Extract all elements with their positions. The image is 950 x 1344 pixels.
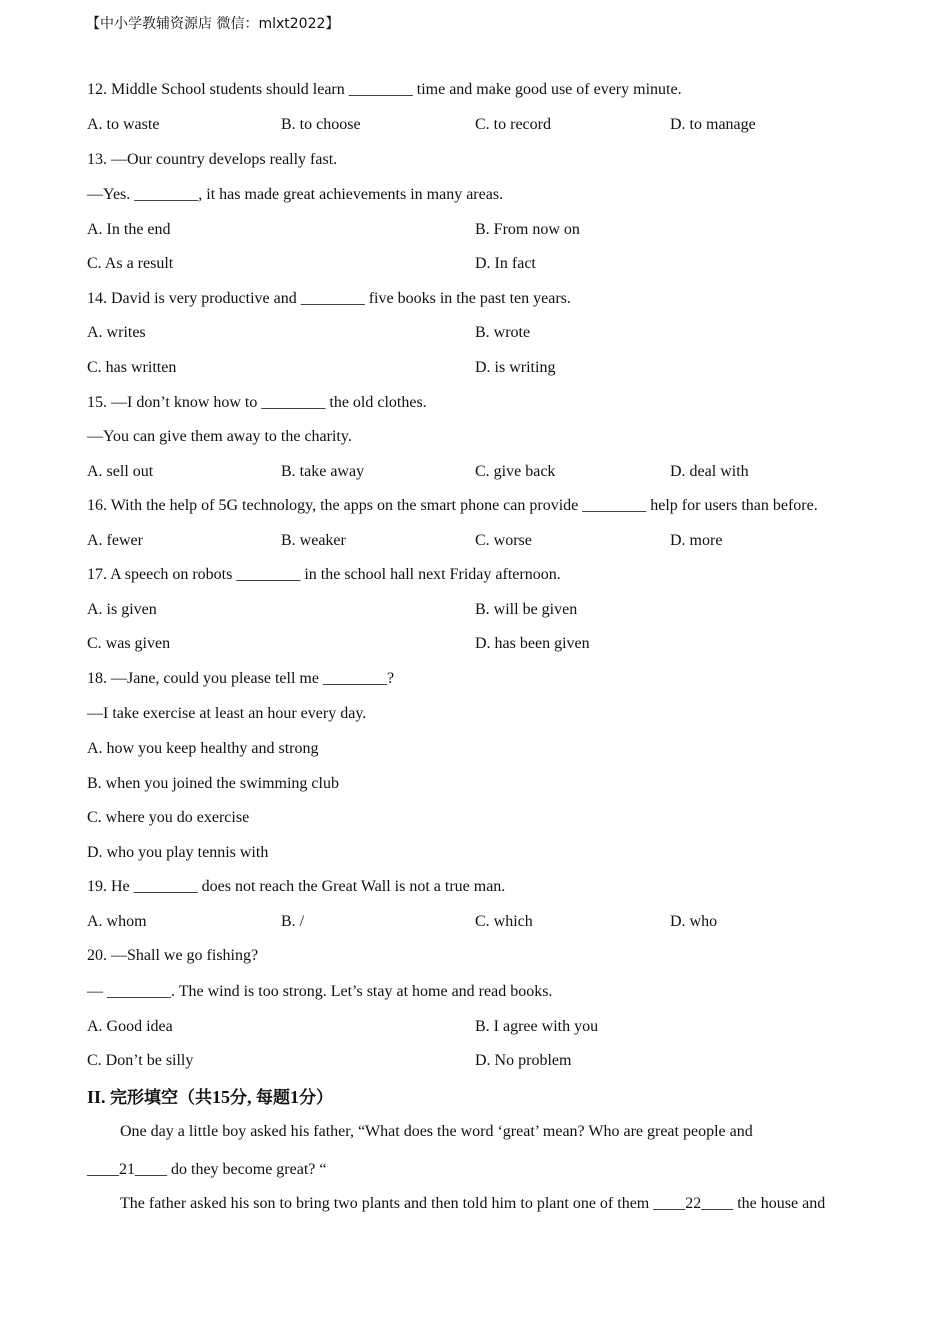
question-16-stem: 16. With the help of 5G technology, the apps on the smart phone can provide ________ help for users than before. <box>87 497 818 514</box>
option-14d: D. is writing <box>475 359 556 376</box>
question-20-stem: 20. —Shall we go fishing? <box>87 947 259 964</box>
option-17c: C. was given <box>87 635 171 652</box>
option-13d: D. In fact <box>475 255 536 272</box>
option-19a: A. whom <box>87 913 147 930</box>
option-18c: C. where you do exercise <box>87 809 250 826</box>
option-18a: A. how you keep healthy and strong <box>87 740 319 757</box>
section-separator: , <box>247 1087 257 1107</box>
option-13a: A. In the end <box>87 221 171 238</box>
section-total-score: 15 <box>212 1087 231 1107</box>
option-12c: C. to record <box>475 116 551 133</box>
option-19c: C. which <box>475 913 533 930</box>
passage-line-2-text: do they become great? “ <box>167 1161 327 1178</box>
option-14a: A. writes <box>87 324 146 341</box>
passage-line-3 <box>120 1194 825 1214</box>
section-each-score: 1 <box>290 1087 300 1107</box>
passage-line-2 <box>87 1160 326 1180</box>
question-15-reply: —You can give them away to the charity. <box>87 428 352 445</box>
option-12d: D. to manage <box>670 116 756 133</box>
section-title <box>87 1086 333 1109</box>
section-title-text: 完形填空（共 <box>110 1088 213 1108</box>
blank-22: ____22____ <box>653 1195 734 1212</box>
option-14c: C. has written <box>87 359 177 376</box>
section-number: II. <box>87 1087 111 1107</box>
question-19-stem: 19. He ________ does not reach the Great Wall is not a true man. <box>87 878 506 895</box>
section-end-text: 分） <box>299 1088 334 1108</box>
option-19d: D. who <box>670 913 718 930</box>
option-15d: D. deal with <box>670 463 749 480</box>
option-16b: B. weaker <box>281 532 346 549</box>
passage-line-3-text: The father asked his son to bring two plants and then told him to plant one of them <box>120 1195 654 1212</box>
option-12a: A. to waste <box>87 116 160 133</box>
option-15a: A. sell out <box>87 463 154 480</box>
section-each-label: 每题 <box>256 1088 291 1108</box>
page-header: 【中小学教辅资源店 微信：mlxt2022】 <box>86 16 340 32</box>
option-13b: B. From now on <box>475 221 580 238</box>
question-18-stem: 18. —Jane, could you please tell me ________? <box>87 670 395 687</box>
option-18b: B. when you joined the swimming club <box>87 775 339 792</box>
option-12b: B. to choose <box>281 116 361 133</box>
option-16a: A. fewer <box>87 532 143 549</box>
question-18-reply: —I take exercise at least an hour every day. <box>87 705 367 722</box>
option-20c: C. Don’t be silly <box>87 1052 194 1069</box>
option-17a: A. is given <box>87 601 157 618</box>
section-score-unit: 分 <box>230 1088 248 1108</box>
option-13c: C. As a result <box>87 255 174 272</box>
option-17d: D. has been given <box>475 635 590 652</box>
question-14-stem: 14. David is very productive and ________ five books in the past ten years. <box>87 290 571 307</box>
question-17-stem: 17. A speech on robots ________ in the school hall next Friday afternoon. <box>87 566 561 583</box>
option-14b: B. wrote <box>475 324 531 341</box>
option-20b: B. I agree with you <box>475 1018 599 1035</box>
option-15b: B. take away <box>281 463 365 480</box>
question-13-stem: 13. —Our country develops really fast. <box>87 151 338 168</box>
question-13-reply: —Yes. ________, it has made great achievements in many areas. <box>87 186 504 203</box>
option-20a: A. Good idea <box>87 1018 173 1035</box>
question-15-stem: 15. —I don’t know how to ________ the old clothes. <box>87 394 427 411</box>
option-17b: B. will be given <box>475 601 578 618</box>
option-18d: D. who you play tennis with <box>87 844 269 861</box>
option-16d: D. more <box>670 532 723 549</box>
passage-line-1: One day a little boy asked his father, “What does the word ‘great’ mean? Who are great people and <box>120 1123 753 1140</box>
passage-line-3-end: the house and <box>733 1195 826 1212</box>
question-12-stem: 12. Middle School students should learn ________ time and make good use of every minute. <box>87 81 682 98</box>
question-20-reply: — ________. The wind is too strong. Let’s stay at home and read books. <box>87 983 553 1000</box>
option-19b: B. / <box>281 913 305 930</box>
option-20d: D. No problem <box>475 1052 572 1069</box>
blank-21: ____21____ <box>87 1161 167 1178</box>
option-16c: C. worse <box>475 532 532 549</box>
option-15c: C. give back <box>475 463 556 480</box>
